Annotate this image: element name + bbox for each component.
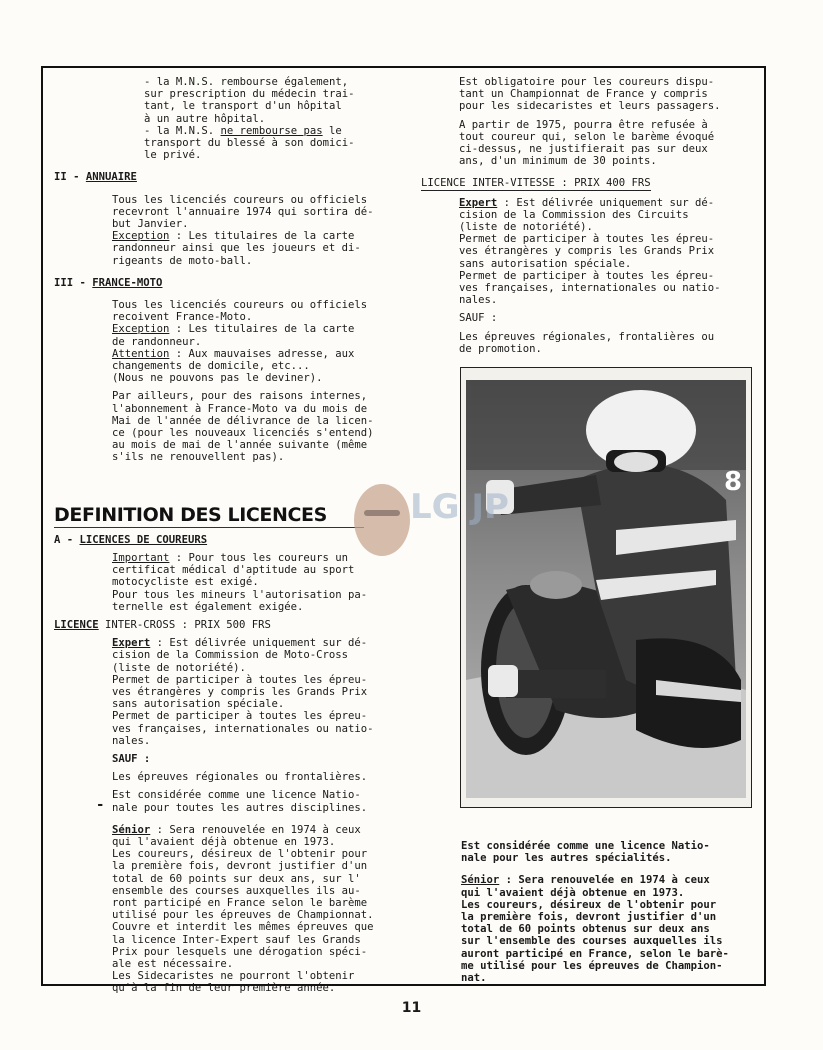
section-a-heading: A - LICENCES DE COUREURS [54,533,208,546]
right-column [421,76,756,355]
inter-cross-heading: LICENCE INTER-CROSS : PRIX 500 FRS [54,618,271,631]
important-note: Important : Pour tous les coureurs un certificat médical d'aptitude au sport motocycliste est exigé. Pour tous les mineurs l'autorisation pa- ternelle est également exigée. [112,551,368,613]
inter-vitesse-sauf-text: Les épreuves régionales, frontalières ou de promotion. [459,330,715,355]
inter-vitesse-national: Est considérée comme une licence Natio- nale pour les autres spécialités. [461,840,710,865]
inter-vitesse-expert: Expert : Est délivrée uniquement sur dé- cision de la Commission des Circuits (liste de notoriété). Permet de participer à toutes les épreu- ves étrangères y compris les Grands Prix sans autorisation spéciale. Permet de participer à toutes les épreu- ves françaises, internationales ou natio- nales. [459,196,721,307]
inter-cross-expert: Expert : Est délivrée uniquement sur dé- cision de la Commission de Moto-Cross (liste de notoriété). Permet de participer à toutes les épreu- ves étrangères y compris les Grands Prix sans autorisation spéciale. Permet de participer à toutes les épreu- ves françaises, internationales ou natio- nales. [112,637,374,747]
inter-cross-senior: Sénior : Sera renouvelée en 1974 à ceux qui l'avaient déjà obtenue en 1973. Les coureurs, désireux de l'obtenir pour la première fois, devront justifier d'un total de 60 points sur deux ans, sur l' ensemble des courses auxquelles ils au- ront participé en France selon le barème utilisé pour les épreuves de Championnat. Couvre et interdit les mêmes épreuves que la licence Inter-Expert sauf les Grands Prix pour lesquels une dérogation spéci- ale est nécessaire. Les Sidecaristes ne pourront l'obtenir qu'à la fin de leur première année. [112,823,374,995]
rider-illustration [466,380,746,798]
right-bottom-block [461,840,761,984]
refusal-1975: A partir de 1975, pourra être refusée à tout coureur qui, selon le barème évoqué ci-dessus, ne justifierait pas sur deux ans, d'un minimum de 30 points. [459,118,715,168]
section-france-moto-heading: III - FRANCE-MOTO [54,276,163,289]
inter-cross-national: Est considérée comme une licence Natio- nale pour toutes les autres disciplines. [112,789,368,814]
page-number: 11 [401,1000,422,1016]
inter-vitesse-senior: Sénior : Sera renouvelée en 1974 à ceux qui l'avaient déjà obtenue en 1973. Les coureurs, désireux de l'obtenir pour la première fois, devront justifier d'un total de 60 points obtenus sur deux ans sur l'ensemble des courses auxquelles ils auront participé en France, selon le barè- me utilisé pour les épreuves de Champion- nat. [461,874,729,985]
france-moto-attention: Attention : Aux mauvaises adresse, aux changements de domicile, etc... (Nous ne pouvons pas le deviner). [112,347,355,385]
france-moto-paragraph: Tous les licenciés coureurs ou officiels recoivent France-Moto. [112,299,368,324]
inter-vitesse-heading: LICENCE INTER-VITESSE : PRIX 400 FRS [421,177,651,190]
watermark [350,478,509,568]
inter-cross-sauf-text: Les épreuves régionales ou frontalières. [112,771,368,784]
championship-obligation: Est obligatoire pour les coureurs dispu- tant un Championnat de France y compris pour les sidecaristes et leurs passagers. [459,76,721,113]
inter-cross-sauf-label: SAUF : [112,752,151,765]
section-annuaire-heading: II - ANNUAIRE [54,171,137,184]
margin-dash: - [96,797,105,813]
annuaire-exception: Exception : Les titulaires de la carte randonneur ainsi que les joueurs et di- rigeants de moto-ball. [112,230,361,267]
mns-reimbursement-item: - la M.N.S. rembourse également, sur prescription du médecin trai- tant, le transport d'un hôpital à un autre hôpital. [144,76,355,125]
france-moto-exception: Exception : Les titulaires de la carte de randonneur. [112,323,355,348]
inter-vitesse-sauf-label: SAUF : [459,312,498,325]
france-moto-subscription-paragraph: Par ailleurs, pour des raisons internes, l'abonnement à France-Moto va du mois de Mai de l'année de délivrance de la licen- ce (pour les nouveaux licenciés s'entend) au mois de mai de l'année suivante (même s'ils ne renouvellent pas). [112,390,374,464]
watermark-portrait-icon [350,478,509,568]
svg-text:LG JP: LG JP [410,487,509,527]
definitions-title: DEFINITION DES LICENCES [54,503,327,526]
svg-text:8: 8 [724,467,743,497]
motorcycle-rider-photo [460,367,752,808]
mns-no-reimbursement-item: - la M.N.S. ne rembourse pas le transport du blessé à son domici- le privé. [144,124,355,162]
annuaire-paragraph: Tous les licenciés coureurs ou officiels recevront l'annuaire 1974 qui sortira dé- but Janvier. [112,193,374,231]
